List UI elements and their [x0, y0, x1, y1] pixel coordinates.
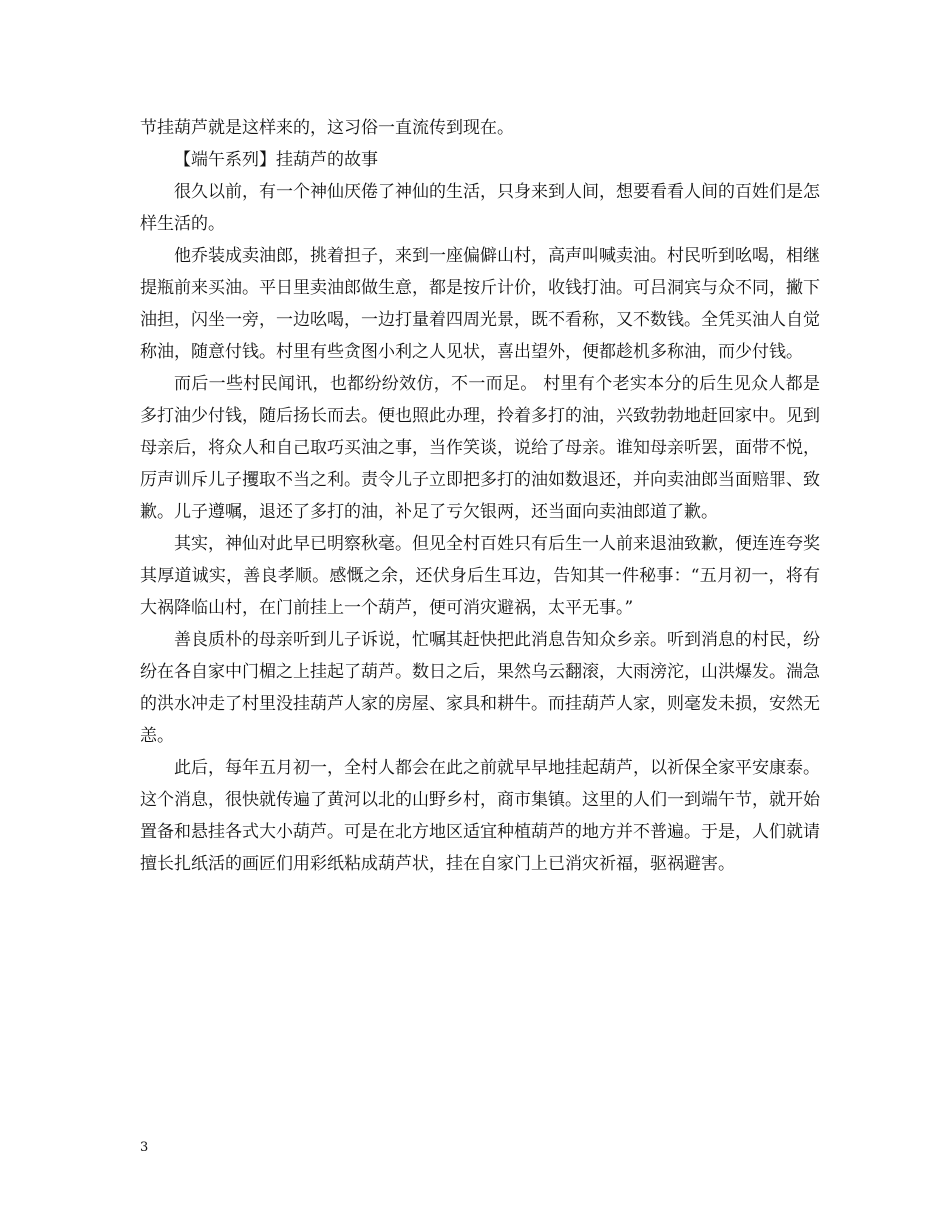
- paragraph: 很久以前，有一个神仙厌倦了神仙的生活，只身来到人间，想要看看人间的百姓们是怎样生活的。: [140, 182, 820, 234]
- paragraph: 节挂葫芦就是这样来的，这习俗一直流传到现在。: [140, 118, 514, 138]
- paragraph: 他乔装成卖油郎，挑着担子，来到一座偏僻山村，高声叫喊卖油。村民听到吆喝，相继提瓶前来买油。平日里卖油郎做生意，都是按斤计价，收钱打油。可吕洞宾与众不同，撇下油担，闪坐一旁，一边吆喝，一边打量着四周光景，既不看称，又不数钱。全凭买油人自觉称油，随意付钱。村里有些贪图小利之人见状，喜出望外，便都趁机多称油，而少付钱。: [140, 246, 820, 362]
- paragraph: 而后一些村民闻讯，也都纷纷效仿，不一而足。 村里有个老实本分的后生见众人都是多打油少付钱，随后扬长而去。便也照此办理，拎着多打的油，兴致勃勃地赶回家中。见到母亲后，将众人和自己取巧买油之事，当作笑谈，说给了母亲。谁知母亲听罢，面带不悦，厉声训斥儿子攫取不当之利。责令儿子立即把多打的油如数退还，并向卖油郎当面赔罪、致歉。儿子遵嘱，退还了多打的油，补足了亏欠银两，还当面向卖油郎道了歉。: [140, 374, 820, 522]
- paragraph: 其实，神仙对此早已明察秋毫。但见全村百姓只有后生一人前来退油致歉，便连连夸奖其厚道诚实，善良孝顺。感慨之余，还伏身后生耳边，告知其一件秘事：“五月初一，将有大祸降临山村，在门前挂上一个葫芦，便可消灾避祸，太平无事。”: [140, 534, 820, 618]
- section-heading: 【端午系列】挂葫芦的故事: [174, 150, 378, 170]
- page-number: 3: [140, 1140, 149, 1155]
- paragraph: 此后，每年五月初一，全村人都会在此之前就早早地挂起葫芦，以祈保全家平安康泰。这个消息，很快就传遍了黄河以北的山野乡村，商市集镇。这里的人们一到端午节，就开始置备和悬挂各式大小葫芦。可是在北方地区适宜种植葫芦的地方并不普遍。于是，人们就请擅长扎纸活的画匠们用彩纸粘成葫芦状，挂在自家门上已消灾祈福，驱祸避害。: [140, 758, 820, 874]
- body-text: [140, 112, 820, 880]
- paragraph: 善良质朴的母亲听到儿子诉说，忙嘱其赶快把此消息告知众乡亲。听到消息的村民，纷纷在各自家中门楣之上挂起了葫芦。数日之后，果然乌云翻滚，大雨滂沱，山洪爆发。湍急的洪水冲走了村里没挂葫芦人家的房屋、家具和耕牛。而挂葫芦人家，则毫发未损，安然无恙。: [140, 630, 820, 746]
